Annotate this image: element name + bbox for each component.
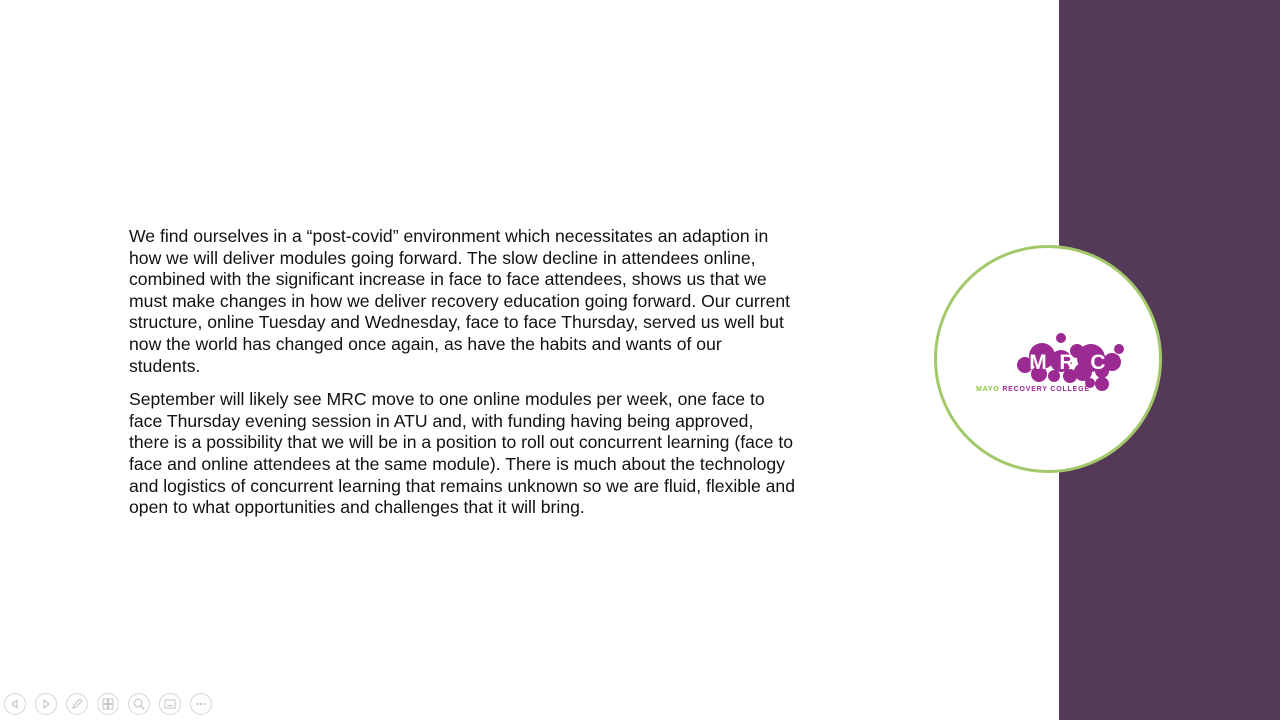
logo-tagline [976, 386, 1090, 393]
logo-circle [934, 245, 1162, 473]
slides-icon [101, 697, 115, 711]
pen-icon [70, 697, 84, 711]
logo-letter-c: C [1090, 351, 1106, 374]
zoom-icon [132, 697, 146, 711]
subtitles-button[interactable] [159, 693, 181, 715]
logo-letter-r: R [1059, 351, 1075, 374]
next-slide-button[interactable] [35, 693, 57, 715]
logo-tagline-recovery-college: RECOVERY COLLEGE [1002, 386, 1090, 393]
paragraph-post-covid: We find ourselves in a “post-covid” environment which necessitates an adaption in how we will deliver modules going forward. The slow decline in attendees online, combined with the significant increase in face to face attendees, shows us that we must make changes in how we deliver recovery education going forward. Our current structure, online Tuesday and Wednesday, face to face Thursday, served us well but now the world has changed once again, as have the habits and wants of our students. [129, 226, 791, 376]
previous-slide-button[interactable] [4, 693, 26, 715]
zoom-button[interactable] [128, 693, 150, 715]
see-all-slides-button[interactable] [97, 693, 119, 715]
next-icon [39, 697, 53, 711]
previous-icon [8, 697, 22, 711]
more-icon [194, 697, 208, 711]
slide-body-text [129, 226, 797, 531]
more-options-button[interactable] [190, 693, 212, 715]
mrc-logo [973, 328, 1129, 398]
logo-letter-m: M [1029, 351, 1047, 374]
slideshow-toolbar [4, 693, 212, 715]
subtitles-icon [163, 697, 177, 711]
pen-tool-button[interactable] [66, 693, 88, 715]
paragraph-september: September will likely see MRC move to one online modules per week, one face to face Thursday evening session in ATU and, with funding having being approved, there is a possibility that we will be in a position to roll out concurrent learning (face to face and online attendees at the same module). There is much about the technology and logistics of concurrent learning that remains unknown so we are fluid, flexible and open to what opportunities and challenges that it will bring. [129, 389, 796, 518]
logo-tagline-mayo: MAYO [976, 386, 1000, 393]
